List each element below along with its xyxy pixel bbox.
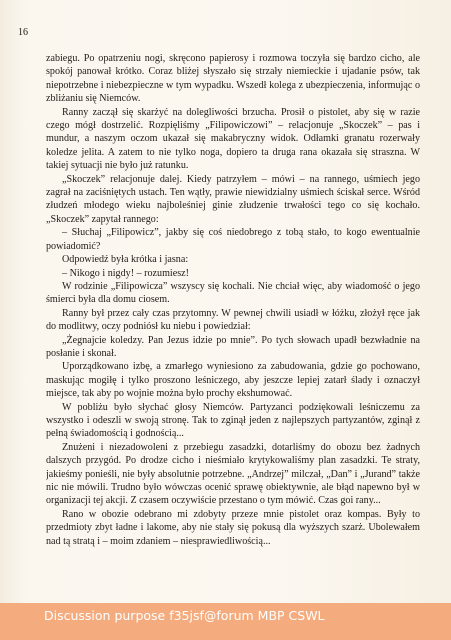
paragraph: „Żegnajcie koledzy. Pan Jezus idzie po mnie”. Po tych słowach upadł bezwładnie na posłanie i skonał. (46, 334, 420, 359)
page-number: 16 (18, 27, 28, 38)
paragraph: Ranny był przez cały czas przytomny. W pewnej chwili usiadł w łóżku, złożył ręce jak do modlitwy, oczy podniósł ku niebu i powiedział: (46, 307, 420, 333)
paragraph: „Skoczek” relacjonuje dalej. Kiedy patrzyłem – mówi – na rannego, uśmiech jego zagrał na zaciśniętych ustach. Ten wątły, prawie niewidzialny uśmiech ściskał serce. Wśród złudzeń młodego wieku najboleśniej ginie złudzenie trwałości tego co się kochało. „Skoczek” zapytał rannego: (46, 173, 420, 225)
paragraph: – Słuchaj „Filipowicz”, jakby się coś niedobrego z tobą stało, to kogo ewentualnie powiadomić? (46, 227, 420, 252)
paragraph: zabiegu. Po opatrzeniu nogi, skręcono papierosy i rozmowa toczyła się bardzo cicho, ale spokój panował krótko. Coraz bliżej słyszało się strzały niemieckie i ujadanie psów, tak niepotrzebne i niebezpieczne w tym wypadku. Wszedł kolega z ubezpieczenia, informując o zbliżaniu się Niemców. (46, 53, 420, 105)
paragraph: Znużeni i niezadowoleni z przebiegu zasadzki, dotarliśmy do obozu bez żadnych dalszych przygód. Po drodze cicho i nieśmiało krytykowaliśmy plan zasadzki. Te straty, jakieśmy ponieśli, nie były absolutnie potrzebne. „Andrzej” milczał, „Dan” i „Jurand” także nic nie mówili. Trudno było wówczas ocenić sprawę obiektywnie, ale błąd napewno był w organizacji tej akcji. Z czasem oczywiście przestano o tym mówić. Czas goi rany... (46, 441, 420, 507)
paragraph: Ranny zaczął się skarżyć na dolegliwości brzucha. Prosił o pistolet, aby się w razie czego mógł dostrzelić. Rozpięliśmy „Filipowiczowi” – relacjonuje „Skoczek” – pas i mundur, a naszym oczom ukazał się makabryczny widok. Odłamki granatu rozerwały koledze jelita. A zatem to nie tylko noga, dopiero ta druga rana okazała się straszna. W takiej sytuacji nie było już ratunku. (46, 106, 420, 172)
paragraph: Uporządkowano izbę, a zmarłego wyniesiono za zabudowania, gdzie go pochowano, maskując mogiłę i tylko proszono leśniczego, aby jeszcze lepiej zatarł ślady i oznaczył miejsce, tak aby po wojnie można było prochy ekshumować. (46, 361, 420, 400)
paragraph: W pobliżu było słychać głosy Niemców. Partyzanci podziękowali leśniczemu za wszystko i odeszli w swoją stronę. Tak to zginął jeden z najlepszych partyzantów, zginął z pełną świadomością i godnością... (46, 401, 420, 440)
body-text (46, 52, 420, 590)
paragraph: Rano w obozie odebrano mi zdobyty przeze mnie pistolet oraz kompas. Były to przedmioty zbyt ładne i lakome, aby nie stały się pokusą dla wyższych szarż. Ubolewałem nad tą stratą i – moim zdaniem – niesprawiedliwością... (46, 508, 420, 547)
paragraph: W rodzinie „Filipowicza” wszyscy się kochali. Nie chciał więc, aby wiadomość o jego śmierci była dla domu ciosem. (46, 280, 420, 306)
paragraph: – Nikogo i nigdy! – rozumiesz! (62, 267, 189, 279)
paragraph: Odpowiedź była krótka i jasna: (62, 254, 189, 266)
footer-watermark-text: Discussion purpose f35jsf@forum MBP CSWL (44, 608, 325, 623)
